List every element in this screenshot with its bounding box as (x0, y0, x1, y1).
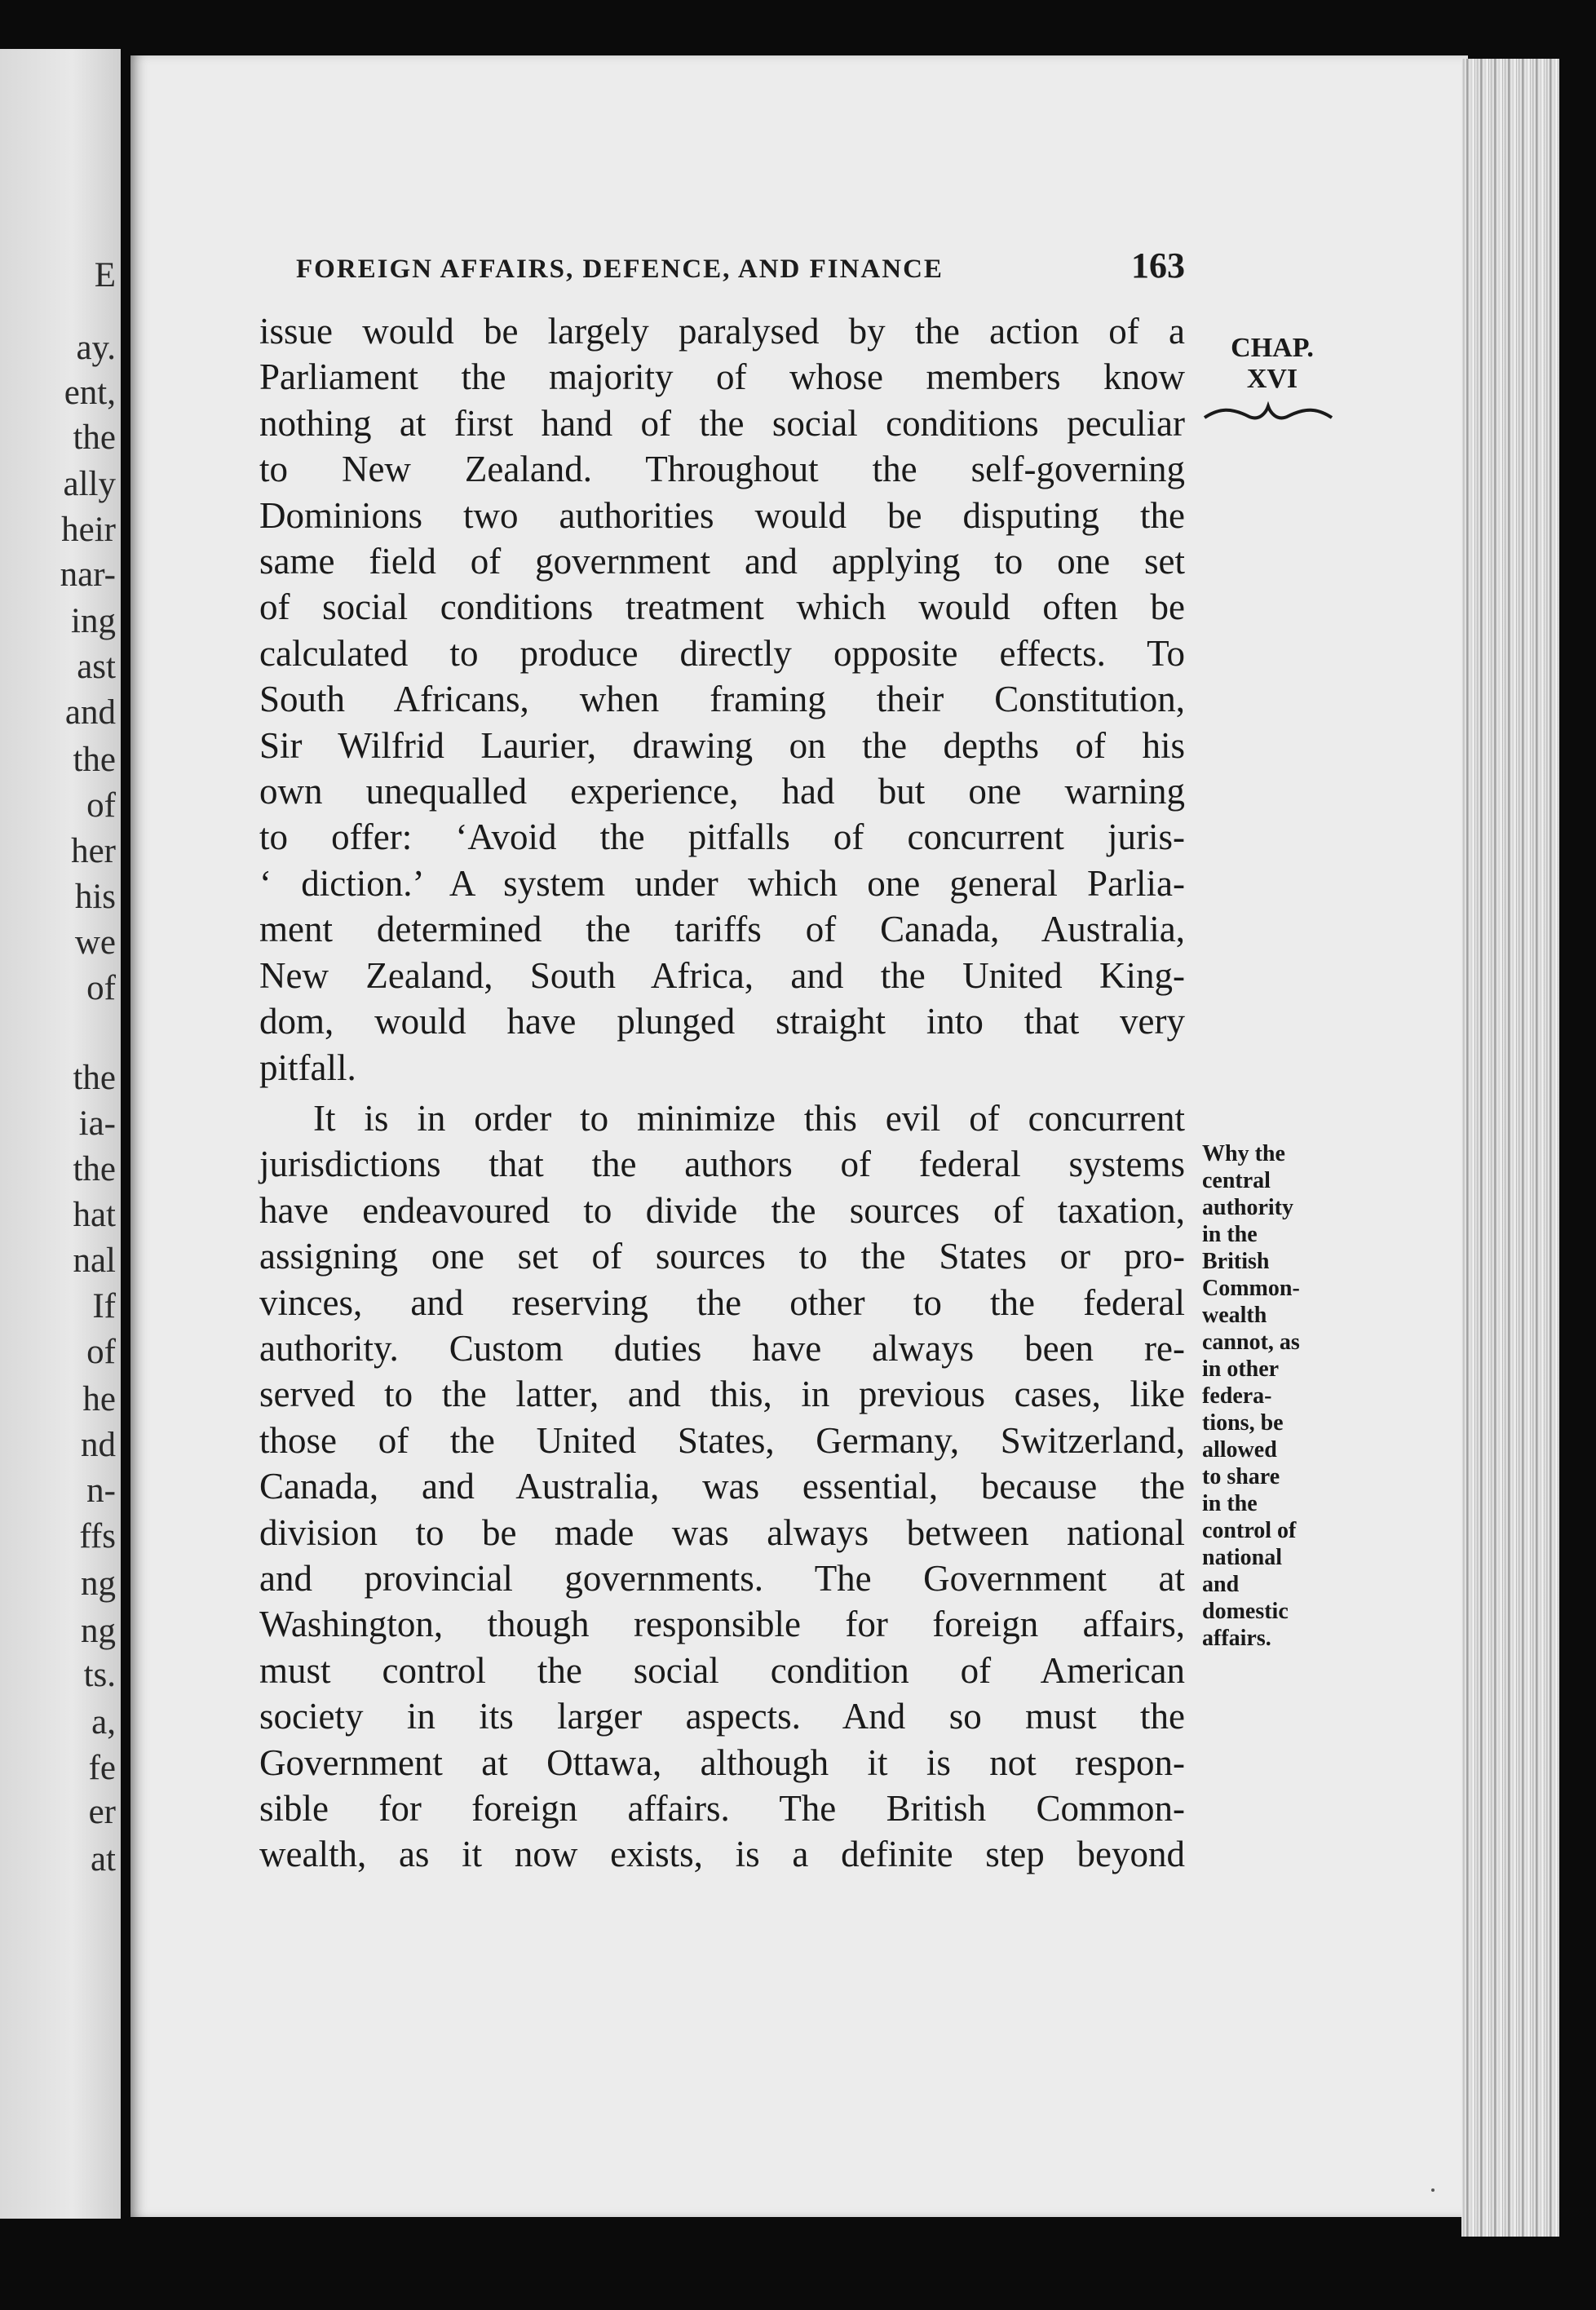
margin-note-line: in other (1202, 1356, 1280, 1382)
paragraph (259, 1095, 1185, 1878)
text-line: and provincial governments. The Government at (259, 1557, 1185, 1599)
left-page-fragment: ast (77, 648, 116, 686)
left-page-fragment: heir (61, 511, 116, 549)
page-number: 163 (1131, 246, 1185, 285)
text-line: division to be made was always between national (259, 1511, 1185, 1553)
text-line: authority. Custom duties have always been re- (259, 1327, 1185, 1369)
margin-note-line: authority (1202, 1195, 1293, 1220)
left-page-fragment: er (88, 1793, 116, 1831)
text-line: Government at Ottawa, although it is not respon- (259, 1741, 1185, 1783)
text-line: to New Zealand. Throughout the self-governing (259, 449, 1185, 490)
running-head-title: FOREIGN AFFAIRS, DEFENCE, AND FINANCE (296, 254, 944, 284)
left-page-fragment: ally (63, 465, 116, 503)
margin-note-line: cannot, as (1202, 1330, 1300, 1355)
left-page-fragment: fe (88, 1749, 116, 1787)
left-page-fragment: nal (73, 1241, 116, 1280)
left-page-fragment: If (92, 1287, 116, 1325)
margin-note-line: Why the (1202, 1141, 1285, 1166)
margin-note (1202, 1140, 1349, 1652)
previous-page-edge (0, 49, 121, 2219)
margin-note-line: British (1202, 1249, 1270, 1274)
text-line: South Africans, when framing their Constitution, (259, 679, 1185, 720)
left-page-fragment: ent, (64, 374, 116, 412)
text-line: nothing at first hand of the social conditions peculiar (259, 402, 1185, 444)
text-line: served to the latter, and this, in previous cases, like (259, 1374, 1185, 1415)
margin-note-line: Common- (1202, 1276, 1300, 1301)
chapter-number: XVI (1246, 364, 1298, 394)
text-line: issue would be largely paralysed by the action of a (259, 311, 1185, 352)
margin-note-line: tions, be (1202, 1410, 1284, 1436)
text-line: wealth, as it now exists, is a definite step beyond (259, 1834, 1185, 1875)
left-page-fragment: nar- (60, 555, 116, 594)
text-line: New Zealand, South Africa, and the United King- (259, 954, 1185, 996)
left-page-fragment: ts. (83, 1656, 116, 1694)
paper-speck (1431, 2188, 1435, 2192)
left-page-fragment: ay. (76, 329, 116, 367)
left-page-fragment: of (86, 1333, 116, 1371)
text-line: ment determined the tariffs of Canada, Australia, (259, 909, 1185, 950)
text-line: sible for foreign affairs. The British Common- (259, 1788, 1185, 1829)
margin-note-line: affairs. (1202, 1626, 1271, 1651)
left-page-fragment: a, (91, 1703, 116, 1741)
left-page-fragment: of (86, 786, 116, 825)
text-line: society in its larger aspects. And so must the (259, 1696, 1185, 1737)
paragraph (259, 308, 1185, 1091)
left-page-fragment: the (73, 741, 116, 779)
text-line: Canada, and Australia, was essential, because the (259, 1466, 1185, 1507)
margin-note-line: federa- (1202, 1383, 1272, 1409)
chapter-label-line: CHAP. (1231, 333, 1314, 363)
left-page-fragment: ia- (78, 1104, 116, 1143)
running-head (296, 245, 1185, 286)
text-line: to offer: ‘Avoid the pitfalls of concurrent juris- (259, 816, 1185, 858)
margin-note-line: central (1202, 1168, 1271, 1193)
text-line: same field of government and applying to one set (259, 541, 1185, 582)
left-page-fragment: his (74, 878, 116, 916)
left-page-fragment: and (64, 693, 116, 732)
margin-note-line: and (1202, 1572, 1240, 1597)
text-line: must control the social condition of American (259, 1649, 1185, 1691)
margin-note-line: to share (1202, 1464, 1280, 1489)
body-text (259, 308, 1185, 1878)
left-page-fragment: the (73, 418, 116, 457)
text-line: vinces, and reserving the other to the federal (259, 1281, 1185, 1323)
text-line: Parliament the majority of whose members know (259, 356, 1185, 398)
left-page-fragment: we (74, 923, 116, 962)
margin-note-line: national (1202, 1545, 1283, 1570)
margin-note-line: in the (1202, 1491, 1258, 1516)
left-page-fragment: the (73, 1150, 116, 1188)
page-stack-edge (1461, 59, 1559, 2237)
tilde-ornament-icon (1203, 401, 1333, 426)
left-page-fragment: the (73, 1059, 116, 1097)
text-line: have endeavoured to divide the sources of taxation, (259, 1189, 1185, 1231)
text-line: of social conditions treatment which would often be (259, 586, 1185, 628)
text-line: dom, would have plunged straight into that very (259, 1001, 1185, 1042)
margin-note-line: allowed (1202, 1437, 1277, 1463)
left-page-fragment: of (86, 969, 116, 1007)
left-page-fragment: E (94, 256, 116, 294)
text-line: assigning one set of sources to the States or pro- (259, 1236, 1185, 1277)
margin-note-line: wealth (1202, 1303, 1267, 1328)
margin-note-line: domestic (1202, 1599, 1289, 1624)
text-line: calculated to produce directly opposite effects. To (259, 632, 1185, 674)
margin-note-line: control of (1202, 1518, 1297, 1543)
text-line: jurisdictions that the authors of federal systems (259, 1144, 1185, 1185)
left-page-fragment: ffs (79, 1517, 116, 1555)
text-line: those of the United States, Germany, Switzerland, (259, 1419, 1185, 1461)
left-page-fragment: n- (86, 1471, 116, 1510)
text-line: pitfall. (259, 1047, 356, 1088)
margin-note-line: in the (1202, 1222, 1258, 1247)
text-line: Washington, though responsible for foreign affairs, (259, 1604, 1185, 1645)
left-page-fragment: hat (73, 1196, 116, 1234)
text-line: ‘ diction.’ A system under which one general Parlia- (259, 862, 1185, 904)
left-page-fragment: ng (81, 1612, 116, 1650)
left-page-fragment: nd (81, 1426, 116, 1464)
text-line: It is in order to minimize this evil of concurrent (313, 1097, 1185, 1139)
left-page-fragment: ing (71, 602, 116, 640)
text-line: Dominions two authorities would be disputing the (259, 494, 1185, 536)
text-line: Sir Wilfrid Laurier, drawing on the depths of his (259, 724, 1185, 766)
chapter-label (1215, 333, 1329, 395)
left-page-fragment: he (82, 1380, 116, 1418)
left-page-fragment: at (90, 1840, 116, 1879)
left-page-fragment: ng (81, 1564, 116, 1603)
left-page-fragment: her (71, 832, 116, 870)
text-line: own unequalled experience, had but one warning (259, 771, 1185, 812)
